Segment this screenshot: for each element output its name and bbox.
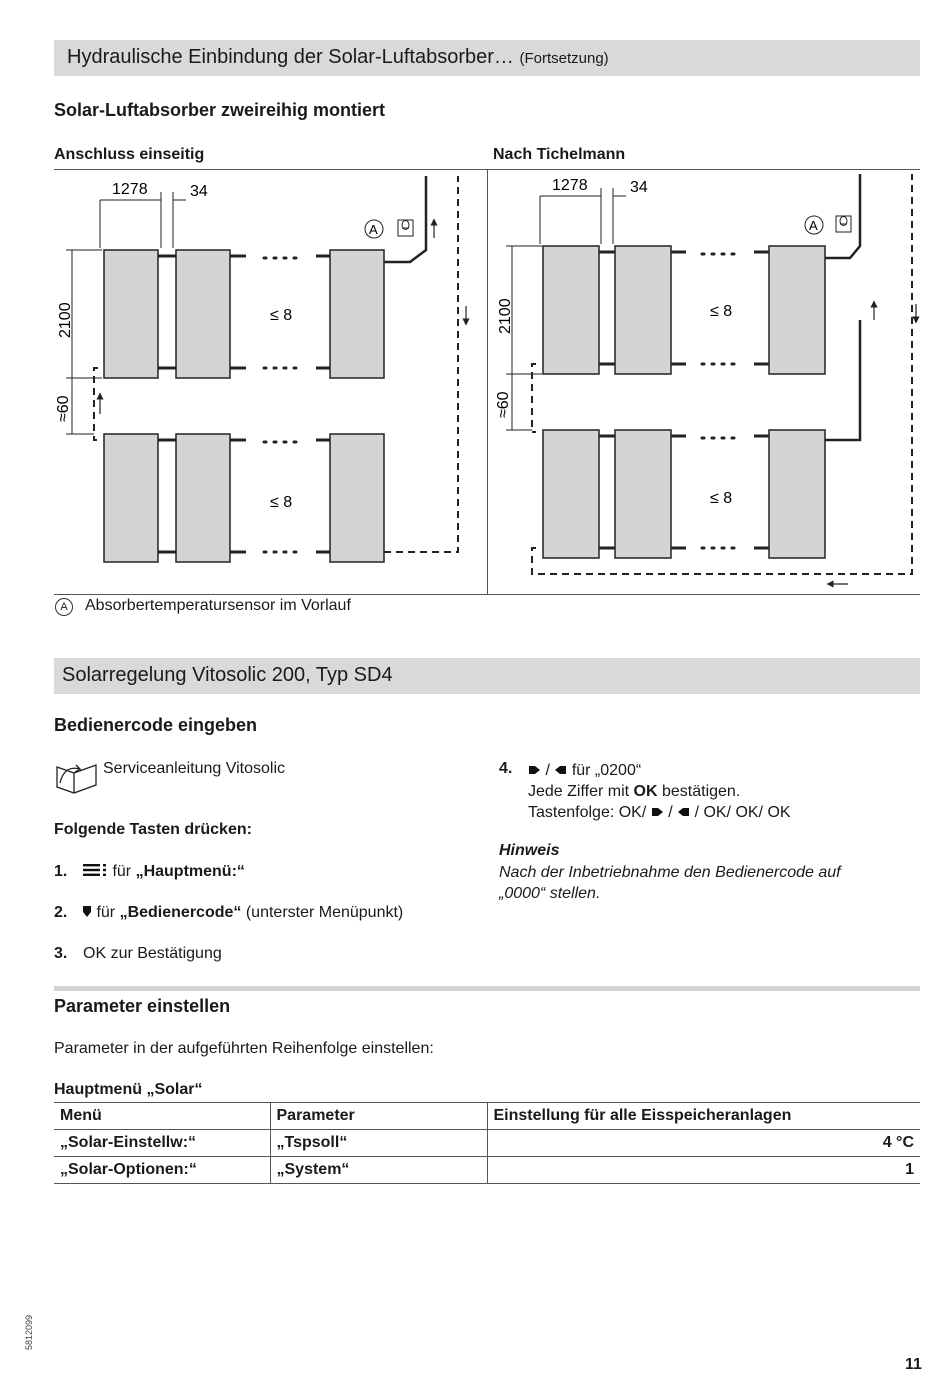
subtitle-mounting: Solar-Luftabsorber zweireihig montiert bbox=[54, 100, 386, 120]
absorber-panel bbox=[330, 250, 384, 378]
legend-text: Absorbertemperatursensor im Vorlauf bbox=[85, 597, 351, 614]
table-cell-parameter: „System“ bbox=[270, 1157, 487, 1184]
table-header-cell: Menü bbox=[54, 1103, 270, 1130]
absorber-panel bbox=[769, 430, 825, 558]
absorber-panel bbox=[543, 246, 599, 374]
document-number: 5812099 bbox=[24, 1314, 34, 1350]
count-label: ≤ 8 bbox=[710, 303, 733, 320]
menu-key-icon bbox=[82, 863, 108, 877]
dim-width-label: 1278 bbox=[552, 177, 588, 194]
step-4-number: 4. bbox=[499, 760, 513, 777]
absorber-panel bbox=[615, 246, 671, 374]
absorber-panel bbox=[176, 250, 230, 378]
left-key-icon bbox=[677, 807, 690, 817]
page-number: 11 bbox=[905, 1356, 922, 1373]
step-3: OK zur Bestätigung bbox=[83, 945, 222, 962]
step-4-line-3: Tastenfolge: OK/ / / OK/ OK/ OK bbox=[528, 804, 791, 821]
diagram-right bbox=[488, 170, 920, 594]
absorber-panel bbox=[104, 434, 158, 562]
count-label: ≤ 8 bbox=[270, 494, 293, 511]
legend-marker: A bbox=[55, 598, 73, 616]
step-1-number: 1. bbox=[54, 863, 68, 880]
step-4-line-2: Jede Ziffer mit OK bestätigen. bbox=[528, 783, 741, 800]
step-3-number: 3. bbox=[54, 945, 68, 962]
table-header-row bbox=[54, 1103, 920, 1130]
count-label: ≤ 8 bbox=[270, 307, 293, 324]
table-row bbox=[54, 1157, 920, 1184]
absorber-panel bbox=[543, 430, 599, 558]
diagram-left-label: Anschluss einseitig bbox=[54, 146, 205, 163]
hint-title: Hinweis bbox=[499, 842, 560, 859]
absorber-panel bbox=[104, 250, 158, 378]
section-divider-parameter bbox=[54, 986, 920, 991]
step-4 bbox=[528, 760, 791, 823]
book-icon bbox=[54, 759, 100, 795]
section-title-hydraulic: Hydraulische Einbindung der Solar-Luftabsorber… (Fortsetzung) bbox=[67, 46, 609, 68]
step-2: für „Bedienercode“ (unterster Menüpunkt) bbox=[82, 904, 403, 922]
dim-height-label: 2100 bbox=[497, 298, 514, 334]
table-cell-menu: „Solar-Einstellw:“ bbox=[54, 1130, 270, 1157]
table-cell-menu: „Solar-Optionen:“ bbox=[54, 1157, 270, 1184]
diagram-right-label: Nach Tichelmann bbox=[493, 146, 626, 163]
step-1: für „Hauptmenü:“ bbox=[82, 863, 245, 881]
diagram-bottom-rule bbox=[54, 594, 920, 595]
right-key-icon bbox=[528, 765, 541, 775]
subtitle-bedienercode: Bedienercode eingeben bbox=[54, 715, 258, 735]
absorber-panel bbox=[615, 430, 671, 558]
subtitle-parameter: Parameter einstellen bbox=[54, 996, 231, 1016]
sensor-callout-label: A bbox=[369, 222, 378, 237]
table-header-cell: Einstellung für alle Eisspeicheranlagen bbox=[487, 1103, 920, 1130]
right-key-icon bbox=[651, 807, 664, 817]
parameter-table bbox=[54, 1102, 920, 1184]
dim-height-label: 2100 bbox=[57, 302, 74, 338]
absorber-panel bbox=[330, 434, 384, 562]
title-suffix: (Fortsetzung) bbox=[519, 50, 609, 67]
absorber-panel bbox=[176, 434, 230, 562]
keys-heading: Folgende Tasten drücken: bbox=[54, 821, 252, 838]
hint-text: Nach der Inbetriebnahme den Bedienercode auf „0000“ stellen. bbox=[499, 864, 841, 902]
count-label: ≤ 8 bbox=[710, 490, 733, 507]
dim-gap-label: 34 bbox=[190, 183, 208, 200]
dim-gap-label: 34 bbox=[630, 179, 648, 196]
service-manual-reference: Serviceanleitung Vitosolic bbox=[103, 760, 286, 777]
dim-row-gap-label: ≈60 bbox=[55, 395, 72, 422]
table-header-cell: Parameter bbox=[270, 1103, 487, 1130]
table-cell-value: 4 °C bbox=[487, 1130, 920, 1157]
sensor-callout-label: A bbox=[809, 218, 818, 233]
diagram-left bbox=[54, 170, 486, 594]
table-title: Hauptmenü „Solar“ bbox=[54, 1081, 203, 1098]
down-key-icon bbox=[82, 905, 92, 918]
section-title-solarregelung: Solarregelung Vitosolic 200, Typ SD4 bbox=[62, 664, 393, 686]
dim-width-label: 1278 bbox=[112, 181, 148, 198]
table-row bbox=[54, 1130, 920, 1157]
step-4-line-1: / für „0200“ bbox=[528, 760, 791, 781]
step-2-number: 2. bbox=[54, 904, 68, 921]
dim-row-gap-label: ≈60 bbox=[495, 391, 512, 418]
table-cell-value: 1 bbox=[487, 1157, 920, 1184]
table-cell-parameter: „Tspsoll“ bbox=[270, 1130, 487, 1157]
absorber-panel bbox=[769, 246, 825, 374]
left-key-icon bbox=[554, 765, 567, 775]
parameter-intro: Parameter in der aufgeführten Reihenfolge einstellen: bbox=[54, 1040, 434, 1057]
